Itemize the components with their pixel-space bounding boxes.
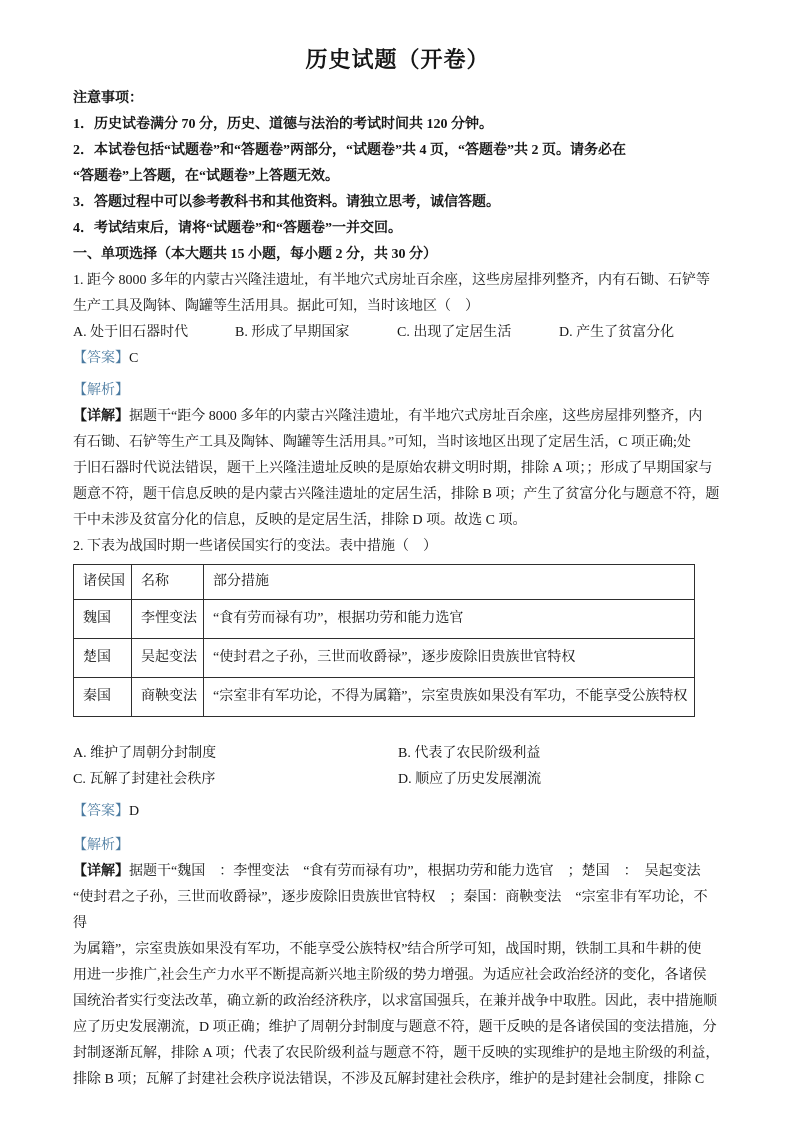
question-1-stem-line-2: 生产工具及陶钵、陶罐等生活用具。据此可知，当时该地区（ ） xyxy=(73,299,479,314)
table-cell-state: 魏国 xyxy=(74,600,132,639)
question-2-detail-line-2: “使封君之子孙，三世而收爵禄”，逐步废除旧贵族世官特权 ；秦国：商鞅变法 “宗室非有军功论，不 xyxy=(73,890,708,905)
table-cell-state: 楚国 xyxy=(74,639,132,678)
question-1-option-c: C. 出现了定居生活 xyxy=(397,325,512,340)
question-2-detail-line-8: 封制逐渐瓦解，排除 A 项；代表了农民阶级利益与题意不符，题干反映的实现维护的是地主阶级的利益， xyxy=(73,1046,720,1061)
table-header-row xyxy=(74,565,695,600)
table-cell-name: 李悝变法 xyxy=(132,600,204,639)
notice-line-2-cont: “答题卷”上答题，在“试题卷”上答题无效。 xyxy=(73,169,339,184)
table-cell-measures: “使封君之子孙，三世而收爵禄”，逐步废除旧贵族世官特权 xyxy=(204,639,695,678)
question-2-option-b: B. 代表了农民阶级利益 xyxy=(398,746,541,761)
question-1-stem-line-1: 1. 距今 8000 多年的内蒙古兴隆洼遗址，有半地穴式房址百余座，这些房屋排列整齐，内有石锄、石铲等 xyxy=(73,273,710,288)
table-cell-measures: “食有劳而禄有功”，根据功劳和能力选官 xyxy=(204,600,695,639)
table-cell-name: 商鞅变法 xyxy=(132,678,204,717)
detail-label: 【详解】 xyxy=(73,409,129,424)
question-2-answer: D xyxy=(129,804,140,819)
question-2-detail-line-7: 应了历史发展潮流，D 项正确；维护了周朝分封制度与题意不符，题干反映的是各诸侯国的变法措施，分 xyxy=(73,1020,717,1035)
question-2-detail-line-5: 用进一步推广,社会生产力水平不断提高新兴地主阶级的势力增强。为适应社会政治经济的变化，各诸侯 xyxy=(73,968,707,983)
table-cell-state: 秦国 xyxy=(74,678,132,717)
question-1-detail-line-5: 干中未涉及贫富分化的信息，反映的是定居生活，排除 D 项。故选 C 项。 xyxy=(73,513,527,528)
notice-line-2: 2．本试卷包括“试题卷”和“答题卷”两部分，“试题卷”共 4 页，“答题卷”共 2 页。请务必在 xyxy=(73,143,626,158)
table-row xyxy=(74,678,695,717)
question-1-detail-line-1 xyxy=(73,404,722,430)
question-2-detail-line-6: 国统治者实行变法改革，确立新的政治经济秩序，以求富国强兵，在兼并战争中取胜。因此，表中措施顺 xyxy=(73,994,717,1009)
question-2-detail-line-1 xyxy=(73,859,722,885)
question-1-option-d: D. 产生了贫富分化 xyxy=(559,325,675,340)
question-1-option-b: B. 形成了早期国家 xyxy=(235,325,350,340)
page-title: 历史试题（开卷） xyxy=(305,47,490,72)
question-1-answer-row xyxy=(73,346,722,372)
detail-label: 【详解】 xyxy=(73,864,129,879)
question-1-answer: C xyxy=(129,351,139,366)
notice-heading: 注意事项： xyxy=(73,91,143,106)
question-2-options-row-2 xyxy=(73,767,722,793)
question-1-detail-line-4: 题意不符，题干信息反映的是内蒙古兴隆洼遗址的定居生活，排除 B 项；产生了贫富分化与题意不符，题 xyxy=(73,487,720,502)
question-2-stem: 2. 下表为战国时期一些诸侯国实行的变法。表中措施（ ） xyxy=(73,539,437,554)
notice-line-4: 4．考试结束后，请将“试题卷”和“答题卷”一并交回。 xyxy=(73,221,402,236)
answer-label: 【答案】 xyxy=(73,804,129,819)
table-header-measures: 部分措施 xyxy=(204,565,695,600)
table-header-state: 诸侯国 xyxy=(74,565,132,600)
table-header-name: 名称 xyxy=(132,565,204,600)
question-1-options xyxy=(73,320,722,346)
section-heading: 一、单项选择（本大题共 15 小题，每小题 2 分，共 30 分） xyxy=(73,247,437,262)
question-2-option-d: D. 顺应了历史发展潮流 xyxy=(398,772,542,787)
question-1-detail-line-3: 于旧石器时代说法错误，题干上兴隆洼遗址反映的是原始农耕文明时期，排除 A 项；；形成了早期国家与 xyxy=(73,461,713,476)
question-1-detail-line-2: 有石锄、石铲等生产工具及陶钵、陶罐等生活用具。”可知，当时该地区出现了定居生活，C 项正确;处 xyxy=(73,435,691,450)
analysis-label: 【解析】 xyxy=(73,838,129,853)
question-2-detail-first: 据题干“魏国 ：李悝变法 “食有劳而禄有功”，根据功劳和能力选官 ；楚国 ： 吴起变法 xyxy=(129,864,701,879)
question-2-options-row-1 xyxy=(73,741,722,767)
question-2-table xyxy=(73,564,695,717)
question-2-option-a: A. 维护了周朝分封制度 xyxy=(73,746,217,761)
table-row xyxy=(74,639,695,678)
notice-line-3: 3．答题过程中可以参考教科书和其他资料。请独立思考，诚信答题。 xyxy=(73,195,500,210)
table-cell-name: 吴起变法 xyxy=(132,639,204,678)
analysis-label: 【解析】 xyxy=(73,383,129,398)
table-cell-measures: “宗室非有军功论，不得为属籍”，宗室贵族如果没有军功，不能享受公族特权 xyxy=(204,678,695,717)
question-2-detail-line-3: 得 xyxy=(73,916,87,931)
question-2-option-c: C. 瓦解了封建社会秩序 xyxy=(73,772,216,787)
question-2-detail-line-4: 为属籍”，宗室贵族如果没有军功，不能享受公族特权”结合所学可知，战国时期，铁制工具和牛耕的使 xyxy=(73,942,702,957)
question-2-answer-row xyxy=(73,799,722,825)
question-1-detail-first: 据题干“距今 8000 多年的内蒙古兴隆洼遗址，有半地穴式房址百余座，这些房屋排列整齐，内 xyxy=(129,409,703,424)
question-2-detail-line-9: 排除 B 项；瓦解了封建社会秩序说法错误，不涉及瓦解封建社会秩序，维护的是封建社会制度，排除 C xyxy=(73,1072,705,1087)
answer-label: 【答案】 xyxy=(73,351,129,366)
notice-line-1: 1．历史试卷满分 70 分，历史、道德与法治的考试时间共 120 分钟。 xyxy=(73,117,493,132)
table-row xyxy=(74,600,695,639)
question-1-option-a: A. 处于旧石器时代 xyxy=(73,325,189,340)
